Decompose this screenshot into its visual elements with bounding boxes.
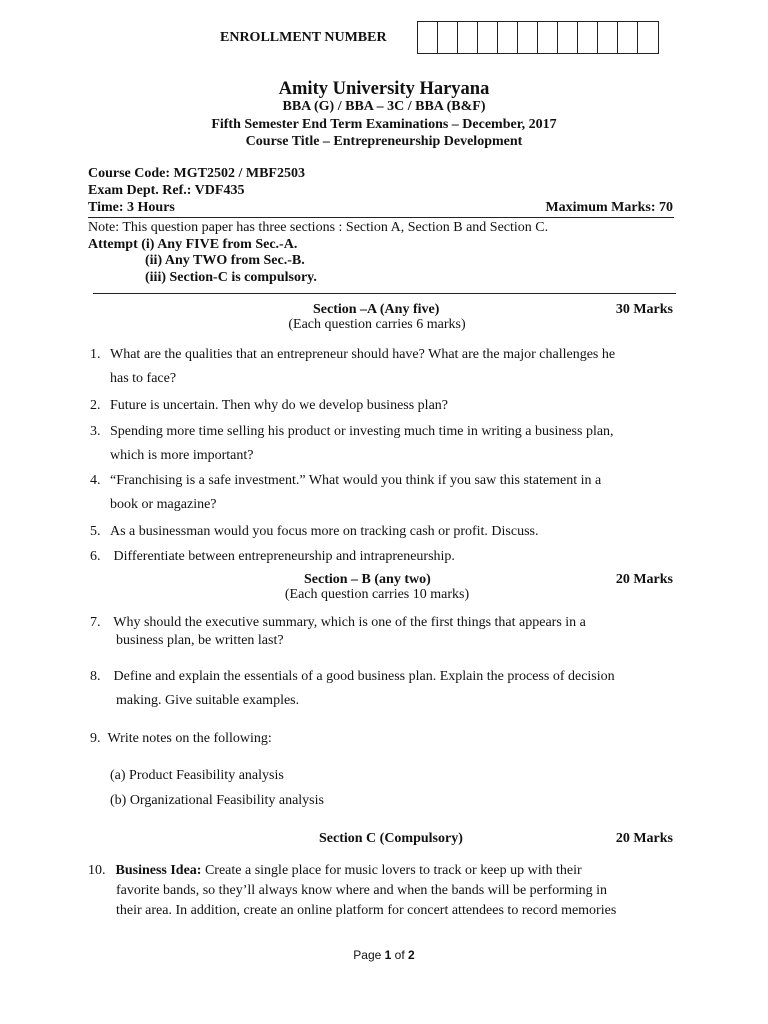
question-7 <box>90 614 675 650</box>
section-b-subtitle: (Each question carries 10 marks) <box>284 587 470 602</box>
enrollment-digit-box <box>618 22 638 53</box>
enrollment-digit-box <box>458 22 478 53</box>
question-number: 2. <box>90 398 101 413</box>
section-c-title: Section C (Compulsory) <box>319 831 463 846</box>
section-b-marks: 20 Marks <box>615 572 673 587</box>
question-text-cont: making. Give suitable examples. <box>116 693 300 708</box>
enrollment-digit-box <box>578 22 598 53</box>
question-text-cont: their area. In addition, create an online platform for concert attendees to record memories <box>116 903 617 918</box>
question-8 <box>90 665 675 713</box>
question-3 <box>90 420 675 468</box>
enrollment-digit-box <box>558 22 578 53</box>
question-text: As a businessman would you focus more on tracking cash or profit. Discuss. <box>110 524 539 539</box>
page-total: 2 <box>408 948 415 962</box>
question-number: 4. <box>90 473 101 488</box>
section-a-marks: 30 Marks <box>615 302 673 317</box>
question-text-cont: business plan, be written last? <box>116 633 284 648</box>
divider <box>88 217 674 218</box>
question-number: 5. <box>90 524 101 539</box>
q9-item-a: (a) Product Feasibility analysis <box>110 768 284 783</box>
exam-title: Fifth Semester End Term Examinations – December, 2017 <box>211 117 557 132</box>
exam-time: Time: 3 Hours <box>88 200 175 215</box>
question-4 <box>90 469 675 517</box>
maximum-marks: Maximum Marks: 70 <box>545 200 673 215</box>
enrollment-digit-box <box>498 22 518 53</box>
enrollment-digit-box <box>598 22 618 53</box>
attempt-instruction-2: (ii) Any TWO from Sec.-B. <box>145 253 305 268</box>
page-number: 1 <box>384 948 392 962</box>
enrollment-digit-box <box>418 22 438 53</box>
question-text-cont: book or magazine? <box>110 497 217 512</box>
question-text: Write notes on the following: <box>107 731 272 746</box>
question-text-cont: favorite bands, so they’ll always know where and when the bands will be performing in <box>116 883 608 898</box>
section-a-subtitle: (Each question carries 6 marks) <box>288 317 466 332</box>
question-5 <box>90 520 675 544</box>
section-b-title: Section – B (any two) <box>304 572 431 587</box>
section-a-title: Section –A (Any five) <box>313 302 440 317</box>
question-text-cont: has to face? <box>110 371 177 386</box>
enrollment-number-boxes <box>417 21 659 54</box>
enrollment-label: ENROLLMENT NUMBER <box>220 30 387 45</box>
question-number: 7. <box>90 615 101 630</box>
university-name: Amity University Haryana <box>278 79 490 99</box>
question-label: Business Idea: <box>115 863 202 878</box>
question-number: 3. <box>90 424 101 439</box>
programmes: BBA (G) / BBA – 3C / BBA (B&F) <box>282 99 486 114</box>
question-text: Spending more time selling his product or investing much time in writing a business plan, <box>110 424 614 439</box>
page-footer <box>0 948 768 962</box>
section-c-marks: 20 Marks <box>615 831 673 846</box>
question-2 <box>90 394 675 418</box>
enrollment-digit-box <box>638 22 658 53</box>
divider <box>93 293 676 294</box>
question-10 <box>88 861 675 921</box>
q9-item-b: (b) Organizational Feasibility analysis <box>110 793 324 808</box>
question-number: 8. <box>90 669 101 684</box>
enrollment-digit-box <box>518 22 538 53</box>
question-9 <box>90 727 675 751</box>
question-number: 9. <box>90 731 101 746</box>
question-number: 10. <box>88 863 106 878</box>
page-prefix: Page <box>353 948 385 962</box>
question-number: 6. <box>90 549 101 564</box>
question-text: “Franchising is a safe investment.” What would you think if you saw this statement in a <box>110 473 602 488</box>
question-text-cont: which is more important? <box>110 448 254 463</box>
enrollment-digit-box <box>438 22 458 53</box>
enrollment-digit-box <box>478 22 498 53</box>
question-text: Differentiate between entrepreneurship and intrapreneurship. <box>110 549 455 564</box>
attempt-instruction-1: Attempt (i) Any FIVE from Sec.-A. <box>88 237 298 252</box>
question-text: Define and explain the essentials of a good business plan. Explain the process of decision <box>113 669 615 684</box>
question-1 <box>90 343 675 391</box>
question-text: Create a single place for music lovers to track or keep up with their <box>204 863 582 878</box>
question-text: Why should the executive summary, which is one of the first things that appears in a <box>113 615 586 630</box>
question-number: 1. <box>90 347 101 362</box>
attempt-instruction-3: (iii) Section-C is compulsory. <box>145 270 317 285</box>
enrollment-digit-box <box>538 22 558 53</box>
question-6 <box>90 545 675 569</box>
note-text: Note: This question paper has three sections : Section A, Section B and Section C. <box>88 220 549 235</box>
question-text: Future is uncertain. Then why do we develop business plan? <box>110 398 449 413</box>
exam-dept-ref: Exam Dept. Ref.: VDF435 <box>88 183 245 198</box>
course-code: Course Code: MGT2502 / MBF2503 <box>88 166 305 181</box>
course-title: Course Title – Entrepreneurship Development <box>245 134 523 149</box>
question-text: What are the qualities that an entrepreneur should have? What are the major challenges he <box>110 347 616 362</box>
page-of: of <box>391 948 409 962</box>
